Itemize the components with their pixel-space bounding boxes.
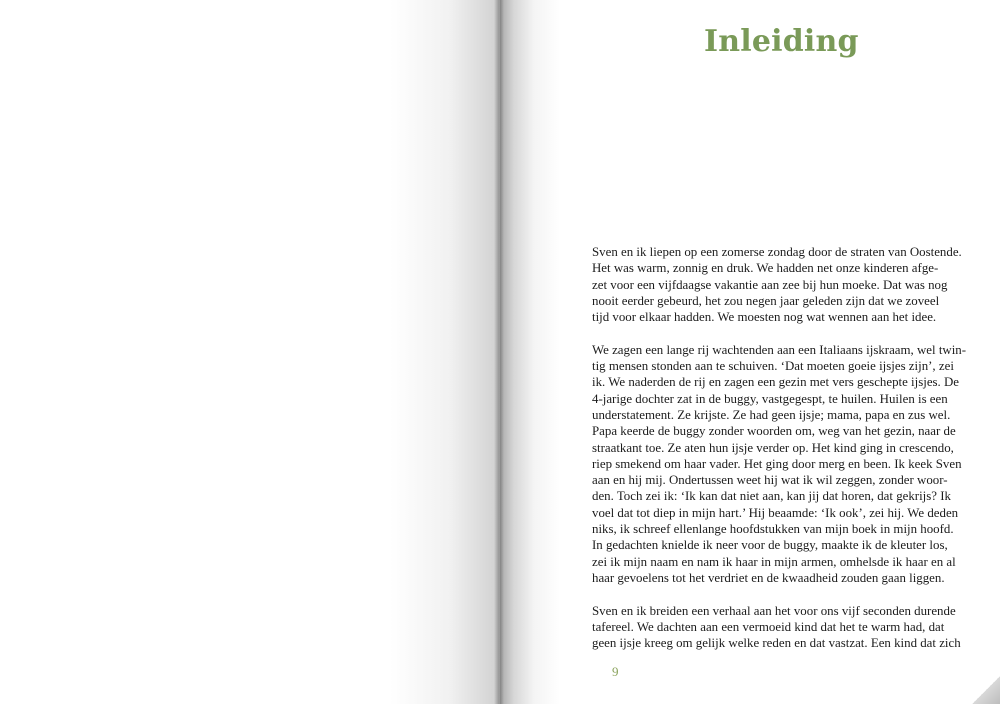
text-line: zet voor een vijfdaagse vakantie aan zee bij hun moeke. Dat was nog bbox=[592, 277, 948, 292]
text-line: niks, ik schreef ellenlange hoofdstukken van mijn boek in mijn hoofd. bbox=[592, 522, 954, 537]
text-line: tig mensen stonden aan te schuiven. ‘Dat moeten goeie ijsjes zijn’, zei bbox=[592, 359, 954, 374]
text-line: voel dat tot diep in mijn hart.’ Hij beaamde: ‘Ik ook’, zei hij. We deden bbox=[592, 505, 959, 520]
paragraph-1 bbox=[592, 244, 962, 325]
text-line: zei ik mijn naam en nam ik haar in mijn armen, omhelsde ik haar en al bbox=[592, 554, 956, 569]
book-gutter-shadow bbox=[494, 0, 504, 704]
text-line: den. Toch zei ik: ‘Ik kan dat niet aan, kan jij dat horen, dat gekrijs? Ik bbox=[592, 489, 951, 504]
text-line: In gedachten knielde ik neer voor de buggy, maakte ik de kleuter los, bbox=[592, 538, 948, 553]
chapter-title: Inleiding bbox=[704, 24, 859, 59]
text-line: tijd voor elkaar hadden. We moesten nog wat wennen aan het idee. bbox=[592, 310, 937, 325]
text-line: aan en hij mij. Ondertussen weet hij wat ik wil zeggen, zonder woor- bbox=[592, 473, 948, 488]
text-line: haar gevoelens tot het verdriet en de kwaadheid zouden gaan liggen. bbox=[592, 570, 945, 585]
page-curl-corner[interactable] bbox=[972, 676, 1000, 704]
text-line: Papa keerde de buggy zonder woorden om, weg van het gezin, naar de bbox=[592, 424, 956, 439]
text-line: We zagen een lange rij wachtenden aan een Italiaans ijskraam, wel twin- bbox=[592, 342, 967, 357]
page-number: 9 bbox=[612, 664, 619, 679]
body-text bbox=[592, 244, 967, 651]
text-line: riep smekend om haar vader. Het ging door merg en been. Ik keek Sven bbox=[592, 456, 962, 471]
text-line: nooit eerder gebeurd, het zou negen jaar geleden zijn dat we zoveel bbox=[592, 293, 940, 308]
text-line: geen ijsje kreeg om gelijk welke reden en dat vastzat. Een kind dat zich bbox=[592, 636, 961, 651]
text-line: Het was warm, zonnig en druk. We hadden net onze kinderen afge- bbox=[592, 261, 939, 276]
text-line: 4-jarige dochter zat in de buggy, vastgegespt, te huilen. Huilen is een bbox=[592, 391, 948, 406]
text-line: ik. We naderden de rij en zagen een gezin met vers geschepte ijsjes. De bbox=[592, 375, 960, 390]
text-line: tafereel. We dachten aan een vermoeid kind dat het te warm had, dat bbox=[592, 619, 945, 634]
text-line: understatement. Ze krijste. Ze had geen ijsje; mama, papa en zus wel. bbox=[592, 407, 951, 422]
text-line: Sven en ik breiden een verhaal aan het voor ons vijf seconden durende bbox=[592, 603, 956, 618]
paragraph-3 bbox=[592, 603, 961, 652]
text-line: straatkant toe. Ze aten hun ijsje verder op. Het kind ging in crescendo, bbox=[592, 440, 954, 455]
paragraph-2 bbox=[592, 342, 967, 586]
text-line: Sven en ik liepen op een zomerse zondag door de straten van Oostende. bbox=[592, 245, 962, 259]
